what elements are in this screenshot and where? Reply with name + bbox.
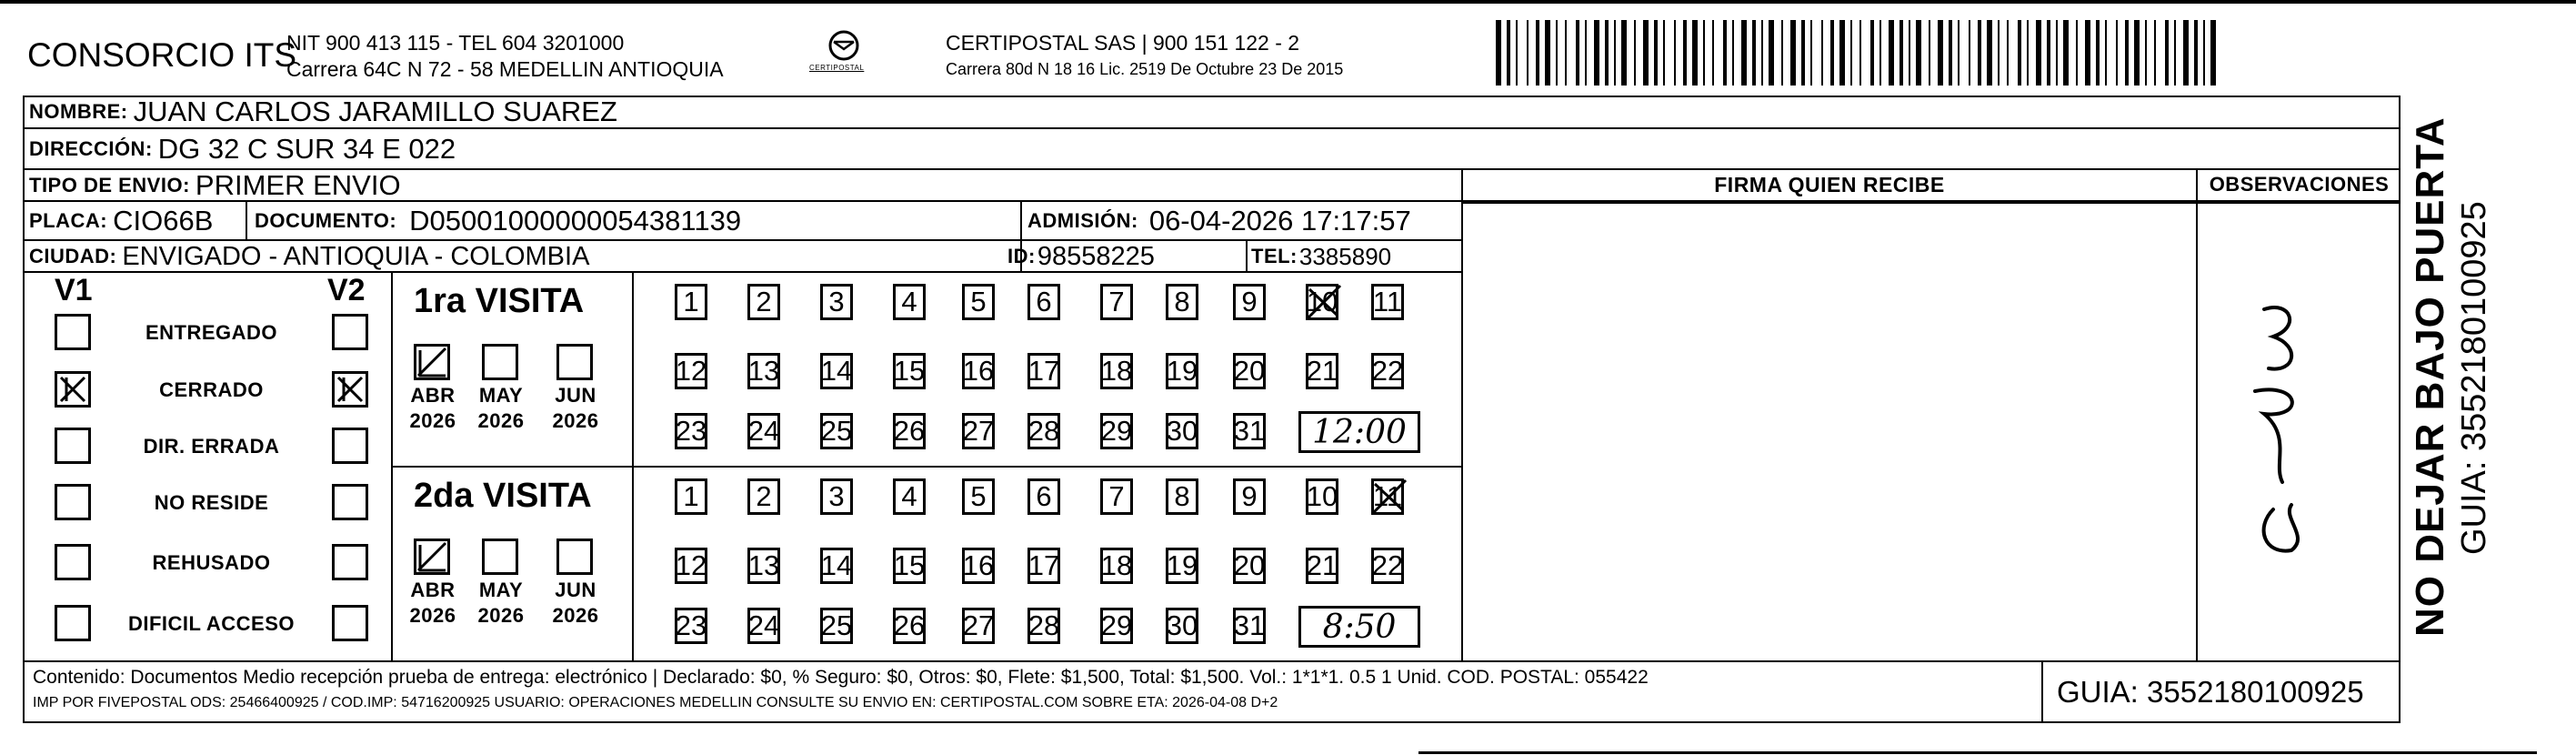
footer-line1: Contenido: Documentos Medio recepción prueba de entrega: electrónico | Declarado: $0, % Seguro: $0, Otros: $0, Flete: $1,500, Total: $1,500. Vol.: 1*1*1. 0.5 1 Unid. COD. POSTAL: 055422 bbox=[33, 667, 1649, 688]
status-v1-checkbox[interactable] bbox=[55, 484, 91, 520]
day-box[interactable]: 13 bbox=[747, 548, 780, 584]
day-box[interactable]: 12 bbox=[675, 353, 707, 389]
day-box[interactable]: 25 bbox=[820, 413, 853, 449]
day-box[interactable]: 25 bbox=[820, 608, 853, 644]
admision-label: ADMISIÓN: bbox=[1027, 209, 1138, 232]
documento-value: D05001000000054381139 bbox=[409, 205, 742, 237]
day-box[interactable]: 14 bbox=[820, 353, 853, 389]
status-option-label: REHUSADO bbox=[152, 551, 271, 574]
status-option-label: ENTREGADO bbox=[145, 321, 278, 344]
year-label: 2026 bbox=[477, 604, 525, 627]
day-box[interactable]: 6 bbox=[1027, 478, 1060, 515]
day-box[interactable]: 3 bbox=[820, 284, 853, 320]
time-handwritten: 12:00 bbox=[1312, 413, 1407, 451]
day-box[interactable]: 29 bbox=[1100, 608, 1133, 644]
direccion-row bbox=[29, 129, 456, 168]
day-box[interactable]: 29 bbox=[1100, 413, 1133, 449]
day-box[interactable]: 8 bbox=[1166, 478, 1198, 515]
day-box[interactable]: 6 bbox=[1027, 284, 1060, 320]
top-rule bbox=[0, 0, 2576, 4]
day-box[interactable]: 7 bbox=[1100, 478, 1133, 515]
day-box[interactable]: 15 bbox=[893, 353, 926, 389]
year-label: 2026 bbox=[552, 409, 599, 432]
day-mark bbox=[1306, 284, 1342, 325]
day-box[interactable]: 5 bbox=[962, 284, 995, 320]
status-v2-checkbox[interactable] bbox=[332, 544, 368, 580]
footer-guia: GUIA: 3552180100925 bbox=[2057, 675, 2364, 709]
day-box[interactable]: 27 bbox=[962, 413, 995, 449]
month-label: JUN bbox=[555, 384, 596, 407]
v1-header: V1 bbox=[55, 273, 93, 307]
day-mark bbox=[1371, 478, 1408, 519]
day-box[interactable]: 28 bbox=[1027, 413, 1060, 449]
visit-title: 1ra VISITA bbox=[414, 282, 585, 320]
day-box[interactable]: 27 bbox=[962, 608, 995, 644]
day-box[interactable]: 17 bbox=[1027, 548, 1060, 584]
direccion-value: DG 32 C SUR 34 E 022 bbox=[157, 132, 456, 165]
month-label: JUN bbox=[555, 579, 596, 601]
placa-value: CIO66B bbox=[113, 205, 214, 237]
day-box[interactable]: 5 bbox=[962, 478, 995, 515]
day-box[interactable]: 14 bbox=[820, 548, 853, 584]
visit-title: 2da VISITA bbox=[414, 477, 592, 515]
year-label: 2026 bbox=[409, 409, 456, 432]
status-option-label: DIR. ERRADA bbox=[143, 435, 280, 458]
day-box[interactable]: 9 bbox=[1233, 478, 1266, 515]
tipo-value: PRIMER ENVIO bbox=[195, 168, 401, 201]
ciudad-label: CIUDAD: bbox=[29, 245, 117, 267]
day-box[interactable]: 26 bbox=[893, 413, 926, 449]
day-box[interactable]: 15 bbox=[893, 548, 926, 584]
day-box[interactable]: 21 bbox=[1306, 548, 1338, 584]
firma-label: FIRMA QUIEN RECIBE bbox=[1714, 173, 1945, 196]
day-box[interactable]: 3 bbox=[820, 478, 853, 515]
id-row bbox=[1007, 241, 1155, 272]
day-box[interactable]: 18 bbox=[1100, 353, 1133, 389]
status-v2-checkbox[interactable] bbox=[332, 314, 368, 350]
status-option-label: DIFICIL ACCESO bbox=[127, 612, 295, 635]
month-label: ABR bbox=[410, 384, 456, 407]
day-box[interactable]: 10 bbox=[1306, 284, 1338, 320]
company-info-2: Carrera 64C N 72 - 58 MEDELLIN ANTIOQUIA bbox=[286, 57, 724, 81]
day-box[interactable]: 9 bbox=[1233, 284, 1266, 320]
placa-label: PLACA: bbox=[29, 209, 108, 232]
day-box[interactable]: 23 bbox=[675, 608, 707, 644]
envelope-icon bbox=[817, 27, 871, 82]
day-box[interactable]: 12 bbox=[675, 548, 707, 584]
day-box[interactable]: 30 bbox=[1166, 413, 1198, 449]
day-box[interactable]: 4 bbox=[893, 478, 926, 515]
carrier-info-2: Carrera 80d N 18 16 Lic. 2519 De Octubre 23 De 2015 bbox=[946, 60, 1344, 78]
status-v2-checkbox[interactable] bbox=[332, 371, 368, 408]
v2-header: V2 bbox=[327, 273, 366, 307]
status-v2-checkbox[interactable] bbox=[332, 605, 368, 641]
observaciones-handwriting bbox=[2219, 291, 2355, 564]
nombre-label: NOMBRE: bbox=[29, 100, 128, 123]
time-box[interactable] bbox=[1298, 606, 1420, 648]
status-option-label: CERRADO bbox=[159, 378, 264, 401]
id-label: ID: bbox=[1007, 245, 1036, 267]
day-box[interactable]: 11 bbox=[1371, 284, 1404, 320]
month-label: ABR bbox=[410, 579, 456, 601]
month-checkbox[interactable] bbox=[414, 344, 450, 380]
day-box[interactable]: 19 bbox=[1166, 353, 1198, 389]
documento-label: DOCUMENTO: bbox=[255, 209, 397, 232]
status-v1-checkbox[interactable] bbox=[55, 428, 91, 464]
status-v1-checkbox[interactable] bbox=[55, 314, 91, 350]
month-checkbox[interactable] bbox=[482, 344, 518, 380]
day-box[interactable]: 31 bbox=[1233, 608, 1266, 644]
day-box[interactable]: 24 bbox=[747, 608, 780, 644]
day-box[interactable]: 22 bbox=[1371, 548, 1404, 584]
direccion-label: DIRECCIÓN: bbox=[29, 136, 153, 160]
day-box[interactable]: 16 bbox=[962, 548, 995, 584]
nombre-value: JUAN CARLOS JARAMILLO SUAREZ bbox=[133, 96, 617, 127]
company-name: CONSORCIO ITS bbox=[27, 36, 297, 74]
month-label: MAY bbox=[478, 579, 524, 601]
day-box[interactable]: 11 bbox=[1371, 478, 1404, 515]
day-box[interactable]: 24 bbox=[747, 413, 780, 449]
tel-label: TEL: bbox=[1251, 245, 1298, 267]
month-checkbox[interactable] bbox=[556, 344, 593, 380]
status-v2-checkbox[interactable] bbox=[332, 428, 368, 464]
day-box[interactable]: 23 bbox=[675, 413, 707, 449]
id-value: 98558225 bbox=[1037, 241, 1155, 271]
month-checkbox[interactable] bbox=[414, 539, 450, 575]
ciudad-value: ENVIGADO - ANTIOQUIA - COLOMBIA bbox=[122, 241, 590, 271]
day-box[interactable]: 7 bbox=[1100, 284, 1133, 320]
day-box[interactable]: 1 bbox=[675, 478, 707, 515]
observaciones-label: OBSERVACIONES bbox=[2209, 173, 2390, 196]
side-warning: NO DEJAR BAJO PUERTA bbox=[2408, 116, 2452, 637]
day-box[interactable]: 20 bbox=[1233, 353, 1266, 389]
year-label: 2026 bbox=[409, 604, 456, 627]
time-box[interactable] bbox=[1298, 411, 1420, 453]
side-guia: GUIA: 3552180100925 bbox=[2455, 201, 2493, 555]
day-box[interactable]: 31 bbox=[1233, 413, 1266, 449]
placa-row bbox=[29, 202, 213, 240]
day-box[interactable]: 2 bbox=[747, 478, 780, 515]
day-box[interactable]: 8 bbox=[1166, 284, 1198, 320]
day-box[interactable]: 4 bbox=[893, 284, 926, 320]
day-box[interactable]: 18 bbox=[1100, 548, 1133, 584]
tel-row bbox=[1251, 241, 1391, 272]
day-box[interactable]: 17 bbox=[1027, 353, 1060, 389]
year-label: 2026 bbox=[552, 604, 599, 627]
certipostal-logo bbox=[817, 27, 871, 82]
status-v1-checkbox[interactable] bbox=[55, 605, 91, 641]
month-checkbox[interactable] bbox=[556, 539, 593, 575]
tipo-label: TIPO DE ENVIO: bbox=[29, 173, 190, 196]
day-box[interactable]: 13 bbox=[747, 353, 780, 389]
month-label: MAY bbox=[478, 384, 524, 407]
day-box[interactable]: 21 bbox=[1306, 353, 1338, 389]
tel-value: 3385890 bbox=[1298, 242, 1392, 270]
year-label: 2026 bbox=[477, 409, 525, 432]
status-v1-checkbox[interactable] bbox=[55, 544, 91, 580]
time-handwritten: 8:50 bbox=[1322, 608, 1397, 646]
day-box[interactable]: 20 bbox=[1233, 548, 1266, 584]
tipo-row bbox=[29, 169, 401, 201]
barcode bbox=[1496, 20, 2219, 86]
day-box[interactable]: 28 bbox=[1027, 608, 1060, 644]
status-option-label: NO RESIDE bbox=[154, 491, 269, 514]
status-v1-checkbox[interactable] bbox=[55, 371, 91, 408]
day-box[interactable]: 19 bbox=[1166, 548, 1198, 584]
logo-caption: CERTIPOSTAL bbox=[809, 64, 865, 72]
day-box[interactable]: 22 bbox=[1371, 353, 1404, 389]
nombre-row bbox=[29, 96, 617, 128]
day-box[interactable]: 26 bbox=[893, 608, 926, 644]
status-v2-checkbox[interactable] bbox=[332, 484, 368, 520]
day-box[interactable]: 10 bbox=[1306, 478, 1338, 515]
admision-row bbox=[1027, 202, 1411, 240]
company-info-1: NIT 900 413 115 - TEL 604 3201000 bbox=[286, 31, 625, 55]
month-checkbox[interactable] bbox=[482, 539, 518, 575]
day-box[interactable]: 2 bbox=[747, 284, 780, 320]
footer-line2: IMP POR FIVEPOSTAL ODS: 25466400925 / COD.IMP: 54716200925 USUARIO: OPERACIONES MEDELLIN CONSULTE SU ENVIO EN: CERTIPOSTAL.COM SOBRE ETA: 2026-04-08 D+2 bbox=[33, 695, 1278, 710]
day-box[interactable]: 16 bbox=[962, 353, 995, 389]
day-box[interactable]: 1 bbox=[675, 284, 707, 320]
documento-row bbox=[255, 202, 741, 240]
admision-value: 06-04-2026 17:17:57 bbox=[1148, 205, 1411, 237]
carrier-info-1: CERTIPOSTAL SAS | 900 151 122 - 2 bbox=[946, 31, 1300, 55]
day-box[interactable]: 30 bbox=[1166, 608, 1198, 644]
ciudad-row bbox=[29, 241, 589, 272]
